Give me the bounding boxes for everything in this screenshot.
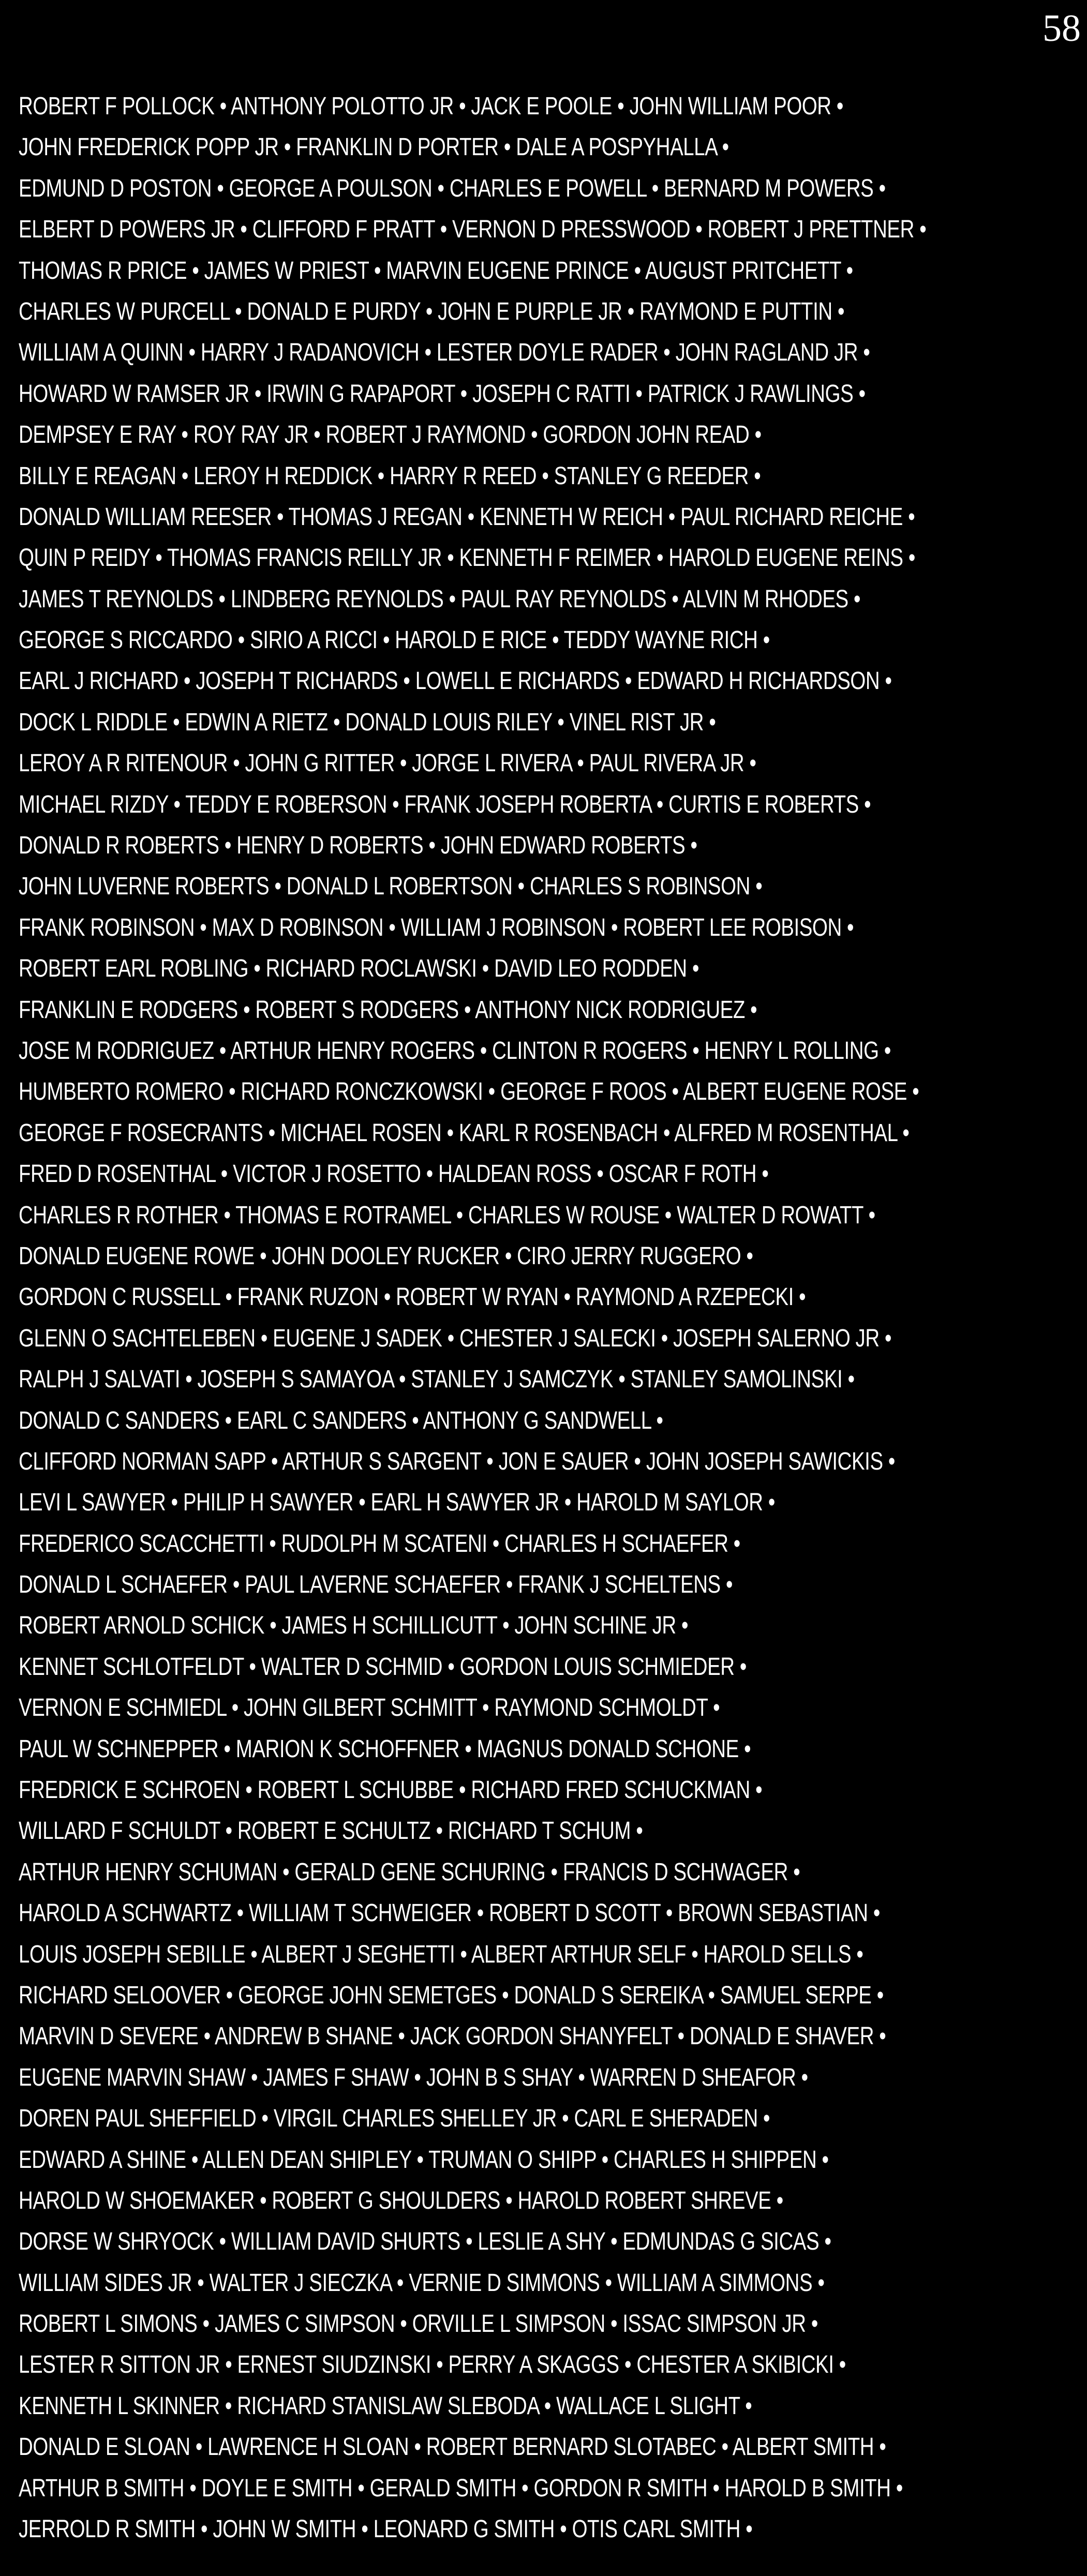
name-line: EDWARD A SHINE • ALLEN DEAN SHIPLEY • TRUMAN O SHIPP • CHARLES H SHIPPEN • [19,2146,829,2174]
name-line: DONALD E SLOAN • LAWRENCE H SLOAN • ROBERT BERNARD SLOTABEC • ALBERT SMITH • [19,2433,886,2461]
name-line: JOHN FREDERICK POPP JR • FRANKLIN D PORTER • DALE A POSPYHALLA • [19,133,729,161]
name-line: DONALD WILLIAM REESER • THOMAS J REGAN • KENNETH W REICH • PAUL RICHARD REICHE • [19,503,915,531]
name-line: ROBERT EARL ROBLING • RICHARD ROCLAWSKI • DAVID LEO RODDEN • [19,955,699,983]
name-line: DONALD C SANDERS • EARL C SANDERS • ANTHONY G SANDWELL • [19,1406,663,1434]
name-line: ELBERT D POWERS JR • CLIFFORD F PRATT • VERNON D PRESSWOOD • ROBERT J PRETTNER • [19,216,927,244]
name-line: GLENN O SACHTELEBEN • EUGENE J SADEK • CHESTER J SALECKI • JOSEPH SALERNO JR • [19,1324,891,1352]
name-line: JOHN LUVERNE ROBERTS • DONALD L ROBERTSON • CHARLES S ROBINSON • [19,873,763,901]
name-line: ARTHUR B SMITH • DOYLE E SMITH • GERALD SMITH • GORDON R SMITH • HAROLD B SMITH • [19,2474,903,2502]
name-line: DOREN PAUL SHEFFIELD • VIRGIL CHARLES SHELLEY JR • CARL E SHERADEN • [19,2105,770,2133]
name-line: VERNON E SCHMIEDL • JOHN GILBERT SCHMITT • RAYMOND SCHMOLDT • [19,1694,720,1722]
name-line: GEORGE S RICCARDO • SIRIO A RICCI • HAROLD E RICE • TEDDY WAYNE RICH • [19,626,770,654]
name-line: WILLARD F SCHULDT • ROBERT E SCHULTZ • RICHARD T SCHUM • [19,1817,643,1845]
name-line: LEVI L SAWYER • PHILIP H SAWYER • EARL H SAWYER JR • HAROLD M SAYLOR • [19,1489,775,1517]
name-line: CHARLES W PURCELL • DONALD E PURDY • JOHN E PURPLE JR • RAYMOND E PUTTIN • [19,297,845,325]
name-line: DEMPSEY E RAY • ROY RAY JR • ROBERT J RAYMOND • GORDON JOHN READ • [19,421,762,449]
name-line: WILLIAM A QUINN • HARRY J RADANOVICH • LESTER DOYLE RADER • JOHN RAGLAND JR • [19,339,870,367]
name-line: CLIFFORD NORMAN SAPP • ARTHUR S SARGENT • JON E SAUER • JOHN JOSEPH SAWICKIS • [19,1447,895,1475]
name-line: ROBERT L SIMONS • JAMES C SIMPSON • ORVILLE L SIMPSON • ISSAC SIMPSON JR • [19,2310,818,2338]
name-line: QUIN P REIDY • THOMAS FRANCIS REILLY JR • KENNETH F REIMER • HAROLD EUGENE REINS • [19,544,915,572]
name-line: FREDRICK E SCHROEN • ROBERT L SCHUBBE • RICHARD FRED SCHUCKMAN • [19,1776,763,1804]
page-number: 58 [1043,7,1081,50]
name-line: RICHARD SELOOVER • GEORGE JOHN SEMETGES • DONALD S SEREIKA • SAMUEL SERPE • [19,1981,884,2009]
name-line: LESTER R SITTON JR • ERNEST SIUDZINSKI • PERRY A SKAGGS • CHESTER A SKIBICKI • [19,2351,846,2379]
name-line: DONALD R ROBERTS • HENRY D ROBERTS • JOHN EDWARD ROBERTS • [19,832,697,860]
names-list [19,86,1079,2550]
name-line: HOWARD W RAMSER JR • IRWIN G RAPAPORT • JOSEPH C RATTI • PATRICK J RAWLINGS • [19,380,866,408]
name-line: RALPH J SALVATI • JOSEPH S SAMAYOA • STANLEY J SAMCZYK • STANLEY SAMOLINSKI • [19,1366,855,1394]
name-line: MICHAEL RIZDY • TEDDY E ROBERSON • FRANK JOSEPH ROBERTA • CURTIS E ROBERTS • [19,790,871,818]
name-line: DONALD L SCHAEFER • PAUL LAVERNE SCHAEFER • FRANK J SCHELTENS • [19,1571,733,1599]
name-line: HAROLD A SCHWARTZ • WILLIAM T SCHWEIGER • ROBERT D SCOTT • BROWN SEBASTIAN • [19,1899,880,1927]
name-line: WILLIAM SIDES JR • WALTER J SIECZKA • VERNIE D SIMMONS • WILLIAM A SIMMONS • [19,2269,825,2297]
name-line: ROBERT F POLLOCK • ANTHONY POLOTTO JR • JACK E POOLE • JOHN WILLIAM POOR • [19,93,843,120]
name-line: FREDERICO SCACCHETTI • RUDOLPH M SCATENI • CHARLES H SCHAEFER • [19,1530,740,1557]
name-line: CHARLES R ROTHER • THOMAS E ROTRAMEL • CHARLES W ROUSE • WALTER D ROWATT • [19,1201,875,1229]
name-line: KENNETH L SKINNER • RICHARD STANISLAW SLEBODA • WALLACE L SLIGHT • [19,2392,752,2420]
name-line: FRANK ROBINSON • MAX D ROBINSON • WILLIAM J ROBINSON • ROBERT LEE ROBISON • [19,913,854,941]
name-line: EARL J RICHARD • JOSEPH T RICHARDS • LOWELL E RICHARDS • EDWARD H RICHARDSON • [19,667,892,695]
name-line: MARVIN D SEVERE • ANDREW B SHANE • JACK GORDON SHANYFELT • DONALD E SHAVER • [19,2023,886,2050]
name-line: HAROLD W SHOEMAKER • ROBERT G SHOULDERS • HAROLD ROBERT SHREVE • [19,2186,783,2214]
name-line: DORSE W SHRYOCK • WILLIAM DAVID SHURTS • LESLIE A SHY • EDMUNDAS G SICAS • [19,2228,831,2256]
name-line: THOMAS R PRICE • JAMES W PRIEST • MARVIN EUGENE PRINCE • AUGUST PRITCHETT • [19,257,853,284]
name-line: PAUL W SCHNEPPER • MARION K SCHOFFNER • MAGNUS DONALD SCHONE • [19,1735,751,1763]
name-line: ARTHUR HENRY SCHUMAN • GERALD GENE SCHURING • FRANCIS D SCHWAGER • [19,1858,800,1886]
name-line: DONALD EUGENE ROWE • JOHN DOOLEY RUCKER • CIRO JERRY RUGGERO • [19,1242,753,1270]
name-line: KENNET SCHLOTFELDT • WALTER D SCHMID • GORDON LOUIS SCHMIEDER • [19,1653,747,1681]
name-line: EDMUND D POSTON • GEORGE A POULSON • CHARLES E POWELL • BERNARD M POWERS • [19,174,886,202]
name-line: LEROY A R RITENOUR • JOHN G RITTER • JORGE L RIVERA • PAUL RIVERA JR • [19,750,756,777]
name-line: HUMBERTO ROMERO • RICHARD RONCZKOWSKI • GEORGE F ROOS • ALBERT EUGENE ROSE • [19,1078,919,1106]
name-line: DOCK L RIDDLE • EDWIN A RIETZ • DONALD LOUIS RILEY • VINEL RIST JR • [19,708,716,736]
name-line: EUGENE MARVIN SHAW • JAMES F SHAW • JOHN B S SHAY • WARREN D SHEAFOR • [19,2063,808,2091]
name-line: FRANKLIN E RODGERS • ROBERT S RODGERS • ANTHONY NICK RODRIGUEZ • [19,996,757,1024]
name-line: FRED D ROSENTHAL • VICTOR J ROSETTO • HALDEAN ROSS • OSCAR F ROTH • [19,1160,769,1188]
name-line: GEORGE F ROSECRANTS • MICHAEL ROSEN • KARL R ROSENBACH • ALFRED M ROSENTHAL • [19,1119,910,1147]
name-line: JOSE M RODRIGUEZ • ARTHUR HENRY ROGERS • CLINTON R ROGERS • HENRY L ROLLING • [19,1037,891,1065]
name-line: LOUIS JOSEPH SEBILLE • ALBERT J SEGHETTI • ALBERT ARTHUR SELF • HAROLD SELLS • [19,1940,863,1968]
name-line: JAMES T REYNOLDS • LINDBERG REYNOLDS • PAUL RAY REYNOLDS • ALVIN M RHODES • [19,585,861,613]
name-line: BILLY E REAGAN • LEROY H REDDICK • HARRY R REED • STANLEY G REEDER • [19,462,761,490]
name-line: GORDON C RUSSELL • FRANK RUZON • ROBERT W RYAN • RAYMOND A RZEPECKI • [19,1283,806,1311]
name-line: ROBERT ARNOLD SCHICK • JAMES H SCHILLICUTT • JOHN SCHINE JR • [19,1612,689,1640]
name-line: JERROLD R SMITH • JOHN W SMITH • LEONARD G SMITH • OTIS CARL SMITH • [19,2515,753,2543]
